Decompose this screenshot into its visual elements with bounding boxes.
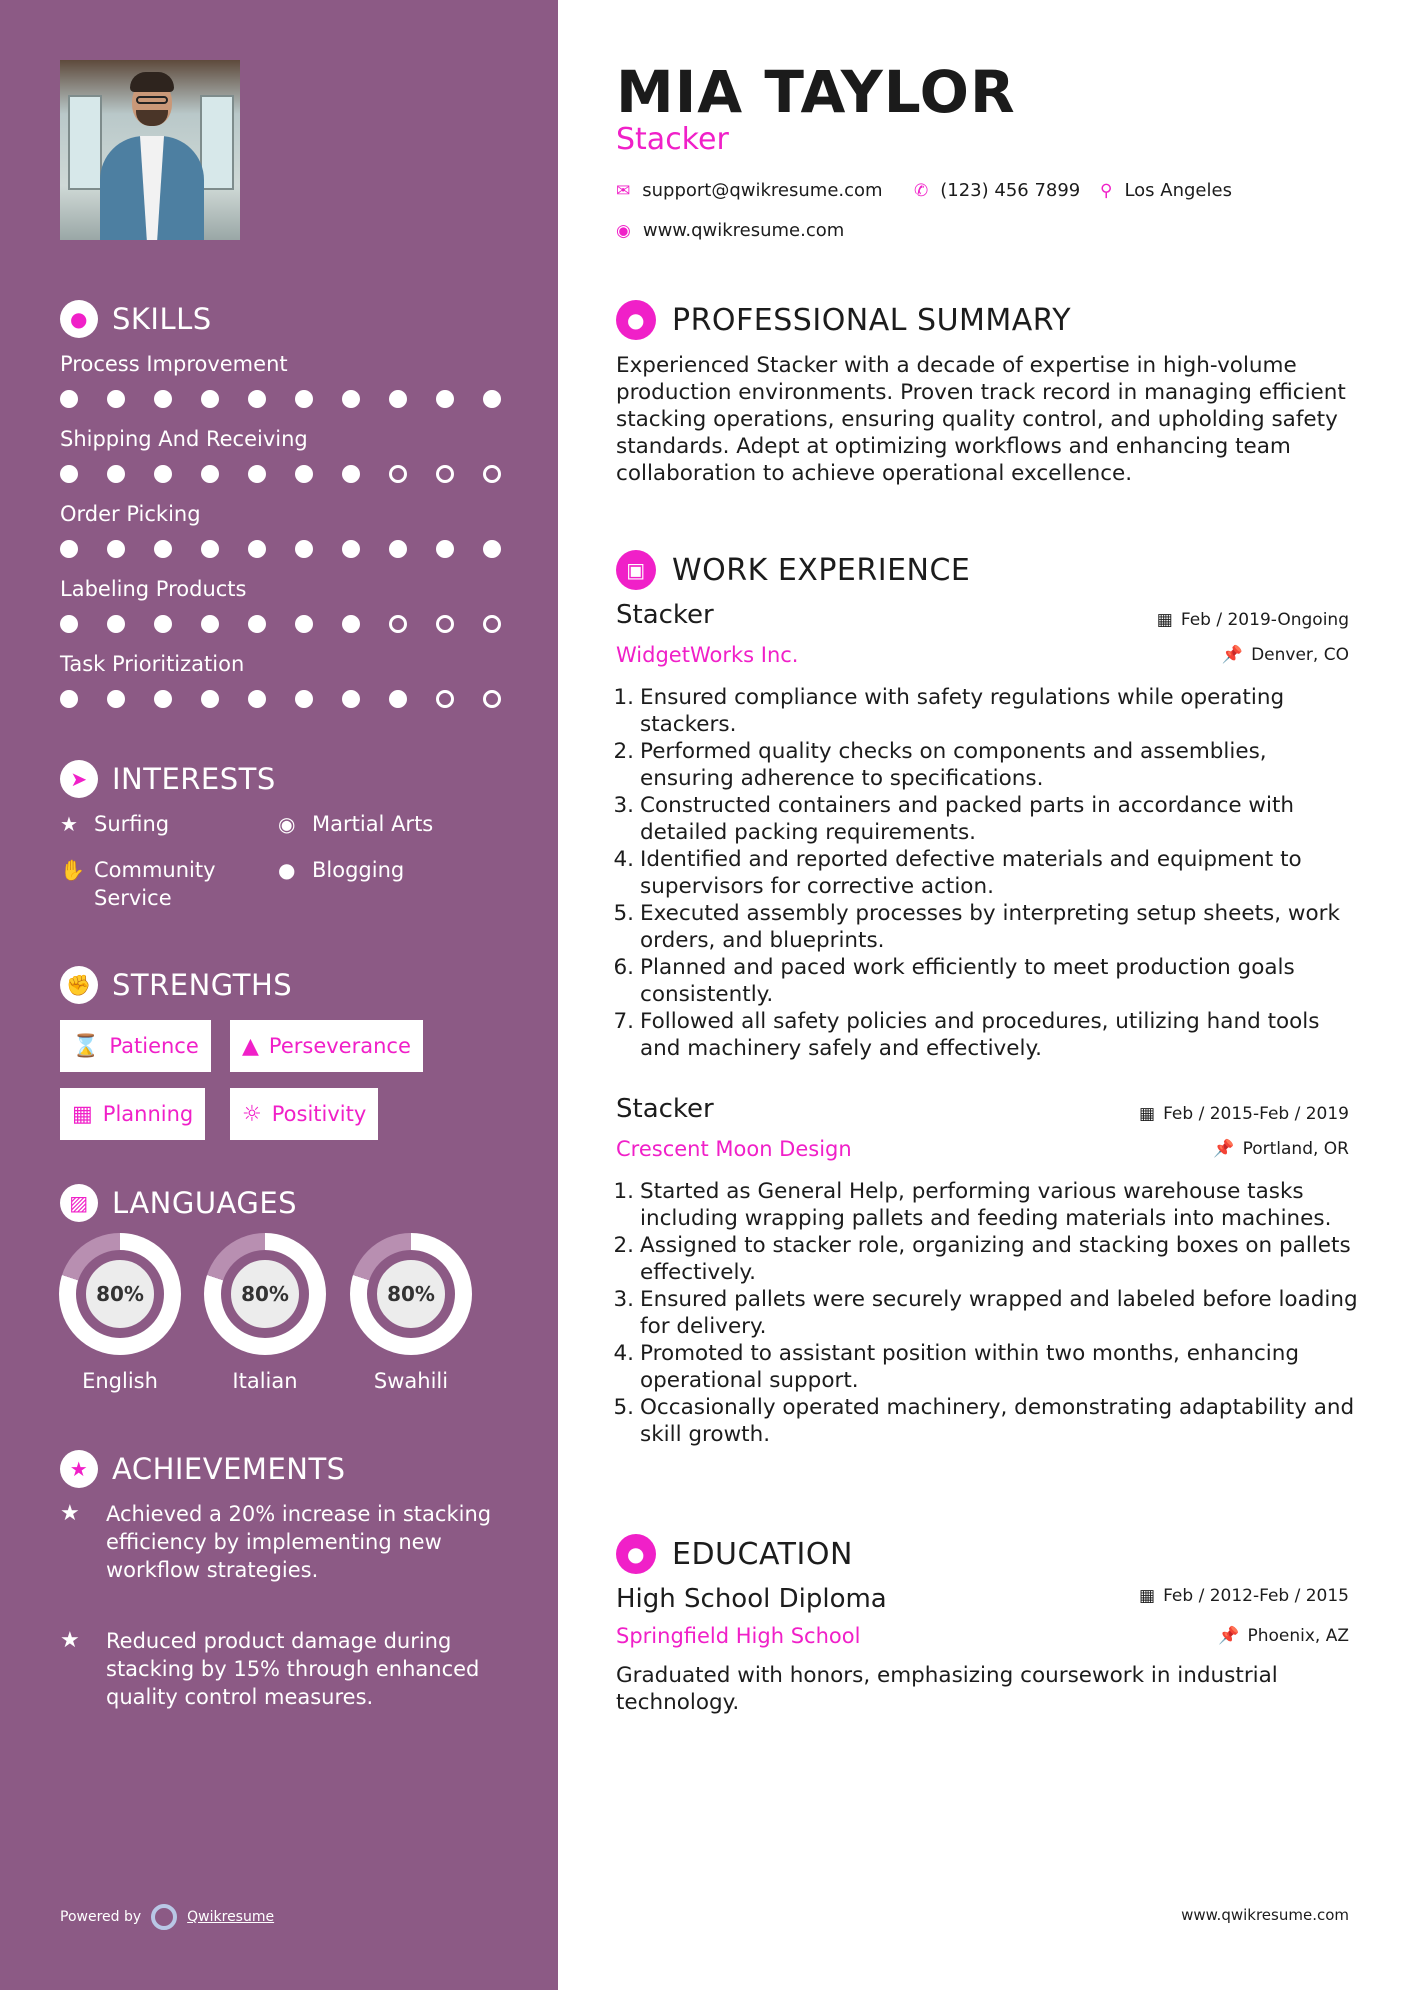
rating-dot-empty bbox=[389, 615, 407, 633]
job-dates-text: Feb / 2019-Ongoing bbox=[1180, 610, 1349, 630]
briefcase-icon: ▣ bbox=[616, 550, 656, 590]
job-location-text: Portland, OR bbox=[1242, 1139, 1349, 1159]
summary-title: PROFESSIONAL SUMMARY bbox=[672, 302, 1072, 338]
skill-label: Task Prioritization bbox=[60, 652, 245, 676]
rating-dot-empty bbox=[483, 690, 501, 708]
rating-dot-filled bbox=[201, 690, 219, 708]
rating-dot-filled bbox=[342, 690, 360, 708]
contact-location bbox=[1100, 180, 1232, 201]
road-icon: ▲ bbox=[242, 1033, 259, 1059]
education-text: Graduated with honors, emphasizing coursework in industrial technology. bbox=[616, 1663, 1278, 1715]
skills-heading bbox=[60, 300, 212, 338]
job-bullet bbox=[612, 1286, 1362, 1340]
rating-dot-filled bbox=[60, 390, 78, 408]
contact-phone bbox=[914, 180, 1080, 201]
language-ring bbox=[350, 1233, 472, 1355]
job-location bbox=[1213, 1139, 1349, 1159]
interest-item bbox=[60, 810, 169, 838]
interest-label: Community Service bbox=[94, 858, 216, 910]
bullet-text: Ensured compliance with safety regulations while operating stackers. bbox=[640, 685, 1285, 737]
achievement-item bbox=[60, 1627, 500, 1711]
star-icon: ★ bbox=[60, 812, 78, 836]
rating-dot-filled bbox=[107, 465, 125, 483]
education-title: EDUCATION bbox=[672, 1536, 853, 1572]
strength-label: Perseverance bbox=[268, 1034, 411, 1058]
bullet-number: 7. bbox=[613, 1009, 634, 1034]
rating-dot-empty bbox=[436, 690, 454, 708]
bullet-text: Identified and reported defective materials and equipment to supervisors for corrective action. bbox=[640, 847, 1302, 899]
job-title: Stacker bbox=[616, 1094, 714, 1124]
experience-title: WORK EXPERIENCE bbox=[672, 552, 971, 588]
sidebar bbox=[0, 0, 558, 1990]
phone-icon: ✆ bbox=[914, 180, 929, 201]
strength-badge bbox=[60, 1020, 211, 1072]
profile-photo bbox=[60, 60, 240, 240]
degree-title: High School Diploma bbox=[616, 1584, 887, 1614]
strength-label: Positivity bbox=[271, 1102, 367, 1126]
school-name: Springfield High School bbox=[616, 1624, 861, 1648]
bullet-number: 4. bbox=[613, 847, 634, 872]
job-bullet bbox=[612, 1178, 1362, 1232]
bullet-number: 4. bbox=[613, 1341, 634, 1366]
rating-dot-filled bbox=[107, 540, 125, 558]
rating-dot-filled bbox=[436, 390, 454, 408]
rating-dot-filled bbox=[248, 540, 266, 558]
language-name: English bbox=[82, 1369, 158, 1393]
achievement-item bbox=[60, 1500, 500, 1584]
strength-badge bbox=[230, 1088, 378, 1140]
hourglass-icon: ⌛ bbox=[72, 1033, 100, 1059]
rating-dot-filled bbox=[389, 690, 407, 708]
rating-dot-filled bbox=[295, 390, 313, 408]
calendar-icon: ▦ bbox=[1156, 610, 1173, 630]
language-name: Swahili bbox=[373, 1369, 449, 1393]
rating-dot-filled bbox=[295, 540, 313, 558]
job-bullet bbox=[612, 1232, 1362, 1286]
rating-dot-filled bbox=[483, 540, 501, 558]
achievement-text: Reduced product damage during stacking by 15% through enhanced quality control measures. bbox=[106, 1629, 480, 1709]
user-icon: ● bbox=[616, 300, 656, 340]
rating-dot-filled bbox=[295, 465, 313, 483]
sun-icon: ☼ bbox=[242, 1101, 262, 1127]
education-heading bbox=[616, 1534, 853, 1574]
website-text[interactable]: www.qwikresume.com bbox=[642, 220, 845, 241]
job-dates bbox=[1157, 610, 1349, 630]
rating-dot-filled bbox=[436, 540, 454, 558]
bullet-number: 5. bbox=[613, 901, 634, 926]
rating-dot-filled bbox=[342, 615, 360, 633]
job-dates-text: Feb / 2015-Feb / 2019 bbox=[1163, 1104, 1349, 1124]
bullet-text: Assigned to stacker role, organizing and stacking boxes on pallets effectively. bbox=[640, 1233, 1351, 1285]
language-percent: 80% bbox=[221, 1250, 309, 1338]
bullet-number: 5. bbox=[613, 1395, 634, 1420]
job-bullet bbox=[612, 954, 1362, 1008]
achievement-text: Achieved a 20% increase in stacking efficiency by implementing new workflow strategies. bbox=[106, 1502, 492, 1582]
skills-title: SKILLS bbox=[112, 302, 212, 336]
interest-label: Blogging bbox=[312, 858, 405, 882]
calendar-icon: ▦ bbox=[1139, 1586, 1156, 1606]
language-percent: 80% bbox=[367, 1250, 455, 1338]
interest-label: Surfing bbox=[94, 812, 170, 836]
interest-item bbox=[278, 810, 433, 838]
pushpin-icon: 📌 bbox=[1218, 1626, 1240, 1646]
contact-website bbox=[616, 220, 844, 241]
location-text: Los Angeles bbox=[1124, 180, 1232, 201]
footer-url[interactable]: www.qwikresume.com bbox=[1181, 1906, 1349, 1924]
rating-dot-filled bbox=[154, 615, 172, 633]
job-location bbox=[1222, 645, 1349, 665]
rating-dot-empty bbox=[389, 465, 407, 483]
bullet-text: Started as General Help, performing various warehouse tasks including wrapping pallets and feeding materials into machines. bbox=[640, 1179, 1332, 1231]
rating-dot-filled bbox=[295, 615, 313, 633]
bullet-text: Promoted to assistant position within two months, enhancing operational support. bbox=[640, 1341, 1300, 1393]
rating-dot-filled bbox=[201, 390, 219, 408]
strengths-heading bbox=[60, 966, 292, 1004]
brand-link[interactable]: Qwikresume bbox=[187, 1909, 275, 1925]
star-badge-icon: ★ bbox=[60, 1450, 98, 1488]
bullet-text: Occasionally operated machinery, demonstrating adaptability and skill growth. bbox=[640, 1395, 1355, 1447]
rating-dot-filled bbox=[60, 540, 78, 558]
users-icon: ● bbox=[278, 858, 296, 882]
job-bullet bbox=[612, 846, 1362, 900]
skill-label: Order Picking bbox=[60, 502, 201, 526]
strength-badge bbox=[60, 1088, 205, 1140]
skill-rating bbox=[60, 465, 501, 483]
strength-badge bbox=[230, 1020, 423, 1072]
rating-dot-filled bbox=[107, 615, 125, 633]
skill-label: Labeling Products bbox=[60, 577, 247, 601]
rating-dot-empty bbox=[436, 615, 454, 633]
email-text[interactable]: support@qwikresume.com bbox=[642, 180, 883, 201]
skill-rating bbox=[60, 690, 501, 708]
qwikresume-logo-icon bbox=[151, 1904, 177, 1930]
rating-dot-filled bbox=[60, 615, 78, 633]
bullet-number: 1. bbox=[613, 1179, 634, 1204]
phone-text: (123) 456 7899 bbox=[940, 180, 1081, 201]
education-dates-text: Feb / 2012-Feb / 2015 bbox=[1163, 1586, 1349, 1606]
job-bullet bbox=[612, 792, 1362, 846]
rating-dot-empty bbox=[436, 465, 454, 483]
skill-rating bbox=[60, 540, 501, 558]
rating-dot-filled bbox=[248, 690, 266, 708]
education-location bbox=[1218, 1626, 1349, 1646]
job-dates bbox=[1139, 1104, 1349, 1124]
education-dates bbox=[1139, 1586, 1349, 1606]
job-company: Crescent Moon Design bbox=[616, 1137, 852, 1161]
rating-dot-filled bbox=[154, 465, 172, 483]
skill-rating bbox=[60, 390, 501, 408]
powered-by bbox=[60, 1904, 274, 1930]
paper-plane-icon: ➤ bbox=[60, 760, 98, 798]
bullet-number: 2. bbox=[613, 1233, 634, 1258]
rating-dot-empty bbox=[483, 615, 501, 633]
contact-email bbox=[616, 180, 883, 201]
languages-title: LANGUAGES bbox=[112, 1186, 298, 1220]
globe-icon: ◉ bbox=[616, 220, 631, 241]
rating-dot-filled bbox=[154, 390, 172, 408]
education-location-text: Phoenix, AZ bbox=[1247, 1626, 1349, 1646]
interest-item bbox=[278, 856, 404, 884]
job-company: WidgetWorks Inc. bbox=[616, 643, 799, 667]
rating-dot-filled bbox=[154, 690, 172, 708]
rating-dot-empty bbox=[483, 465, 501, 483]
rating-dot-filled bbox=[342, 465, 360, 483]
summary-heading bbox=[616, 300, 1071, 340]
translate-icon: ▨ bbox=[60, 1184, 98, 1222]
rating-dot-filled bbox=[389, 540, 407, 558]
shooting-star-icon: ★ bbox=[60, 1501, 80, 1526]
rating-dot-filled bbox=[201, 465, 219, 483]
map-pin-icon: ⚲ bbox=[1100, 180, 1113, 201]
experience-heading bbox=[616, 550, 970, 590]
bullet-text: Performed quality checks on components and assemblies, ensuring adherence to specifications. bbox=[640, 739, 1267, 791]
job-bullet bbox=[612, 1340, 1362, 1394]
bullet-number: 3. bbox=[613, 1287, 634, 1312]
achievements-title: ACHIEVEMENTS bbox=[112, 1452, 346, 1486]
powered-by-text: Powered by bbox=[60, 1909, 142, 1925]
rating-dot-filled bbox=[60, 690, 78, 708]
bullet-text: Ensured pallets were securely wrapped and labeled before loading for delivery. bbox=[640, 1287, 1358, 1339]
job-bullet bbox=[612, 1394, 1362, 1448]
lightbulb-icon: ● bbox=[60, 300, 98, 338]
job-bullet bbox=[612, 738, 1362, 792]
languages-heading bbox=[60, 1184, 297, 1222]
summary-text: Experienced Stacker with a decade of expertise in high-volume production environments. Proven track record in managing efficient stacking operations, ensuring quality control, and upholding safety standards. Adept at optimizing workflows and enhancing team collaboration to achieve operational excellence. bbox=[616, 353, 1346, 486]
shooting-star-icon: ★ bbox=[60, 1628, 80, 1653]
rating-dot-filled bbox=[295, 690, 313, 708]
rating-dot-filled bbox=[483, 390, 501, 408]
language-percent: 80% bbox=[76, 1250, 164, 1338]
globe-icon: ◉ bbox=[278, 812, 296, 836]
envelope-icon: ✉ bbox=[616, 180, 631, 201]
graduate-icon: ● bbox=[616, 1534, 656, 1574]
language-ring bbox=[204, 1233, 326, 1355]
rating-dot-filled bbox=[342, 390, 360, 408]
job-bullet bbox=[612, 1008, 1362, 1062]
rating-dot-filled bbox=[60, 465, 78, 483]
hand-icon: ✋ bbox=[60, 858, 85, 882]
language-name: Italian bbox=[232, 1369, 298, 1393]
rating-dot-filled bbox=[342, 540, 360, 558]
job-bullet bbox=[612, 900, 1362, 954]
bullet-text: Executed assembly processes by interpreting setup sheets, work orders, and blueprints. bbox=[640, 901, 1340, 953]
job-bullet bbox=[612, 684, 1362, 738]
bullet-text: Followed all safety policies and procedures, utilizing hand tools and machinery safely and effectively. bbox=[640, 1009, 1320, 1061]
job-location-text: Denver, CO bbox=[1251, 645, 1349, 665]
bullet-number: 1. bbox=[613, 685, 634, 710]
fist-icon: ✊ bbox=[60, 966, 98, 1004]
rating-dot-filled bbox=[201, 540, 219, 558]
candidate-role: Stacker bbox=[616, 122, 729, 157]
calendar-icon: ▦ bbox=[72, 1101, 93, 1127]
bullet-number: 3. bbox=[613, 793, 634, 818]
job-bullets bbox=[612, 684, 1362, 1062]
bullet-number: 2. bbox=[613, 739, 634, 764]
pushpin-icon: 📌 bbox=[1213, 1139, 1235, 1159]
interest-item bbox=[60, 856, 260, 912]
calendar-icon: ▦ bbox=[1139, 1104, 1156, 1124]
rating-dot-filled bbox=[248, 465, 266, 483]
skill-label: Process Improvement bbox=[60, 352, 288, 376]
rating-dot-filled bbox=[389, 390, 407, 408]
interest-label: Martial Arts bbox=[312, 812, 434, 836]
strength-label: Planning bbox=[102, 1102, 194, 1126]
rating-dot-filled bbox=[201, 615, 219, 633]
candidate-name: MIA TAYLOR bbox=[616, 58, 1016, 126]
interests-title: INTERESTS bbox=[112, 762, 276, 796]
bullet-number: 6. bbox=[613, 955, 634, 980]
bullet-text: Planned and paced work efficiently to meet production goals consistently. bbox=[640, 955, 1295, 1007]
rating-dot-filled bbox=[107, 390, 125, 408]
rating-dot-filled bbox=[248, 615, 266, 633]
job-title: Stacker bbox=[616, 600, 714, 630]
achievements-heading bbox=[60, 1450, 346, 1488]
interests-heading bbox=[60, 760, 276, 798]
strength-label: Patience bbox=[109, 1034, 199, 1058]
strengths-title: STRENGTHS bbox=[112, 968, 293, 1002]
pushpin-icon: 📌 bbox=[1221, 645, 1244, 665]
skill-label: Shipping And Receiving bbox=[60, 427, 308, 451]
language-ring bbox=[59, 1233, 181, 1355]
rating-dot-filled bbox=[248, 390, 266, 408]
bullet-text: Constructed containers and packed parts in accordance with detailed packing requirements. bbox=[640, 793, 1295, 845]
skill-rating bbox=[60, 615, 501, 633]
job-bullets bbox=[612, 1178, 1362, 1448]
rating-dot-filled bbox=[107, 690, 125, 708]
rating-dot-filled bbox=[154, 540, 172, 558]
